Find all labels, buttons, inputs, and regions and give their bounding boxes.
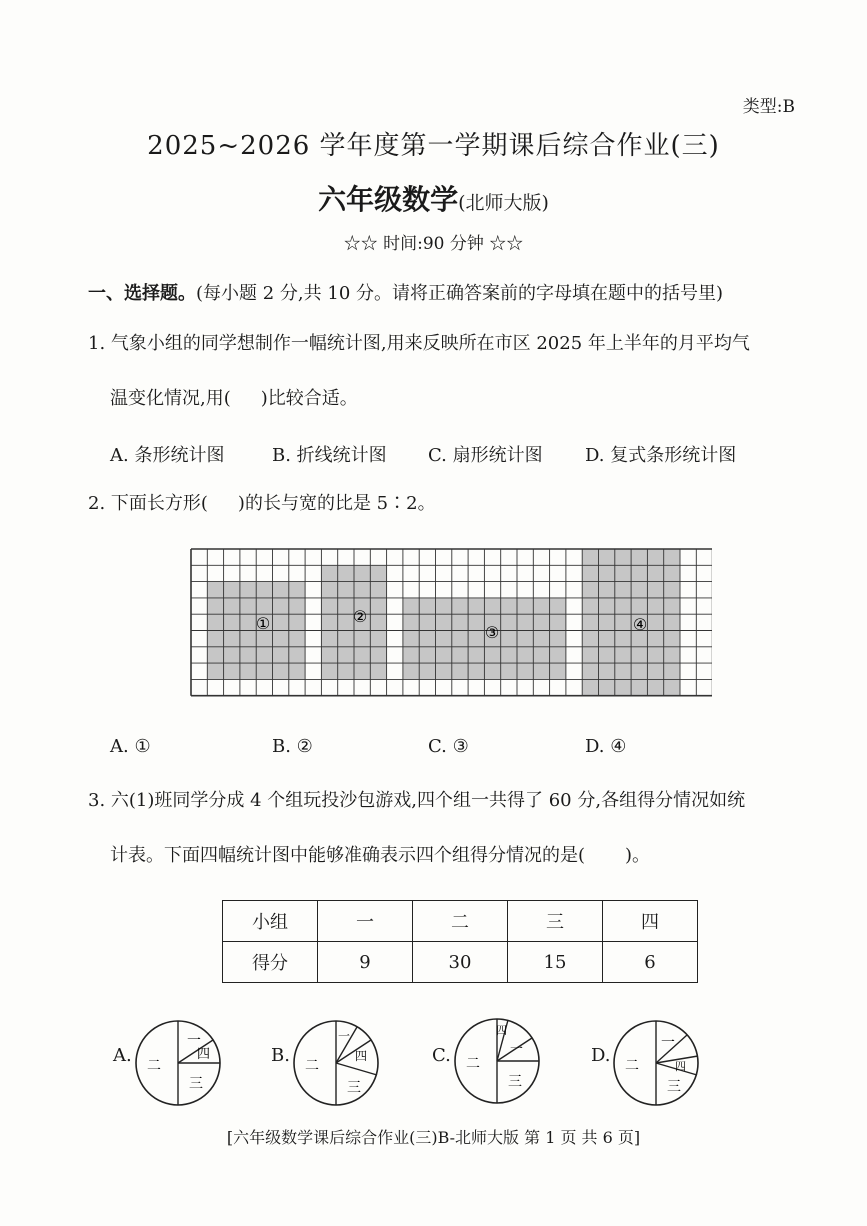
q2-stem-a: 2. 下面长方形( <box>88 493 208 514</box>
score-table <box>222 900 698 983</box>
paper-type-tag: 类型:B <box>742 97 795 117</box>
rectangle-grid-figure <box>190 548 712 700</box>
edition-label: (北师大版) <box>458 192 549 214</box>
table-cell: 得分 <box>223 942 318 983</box>
pie-b-slice-1: 一 <box>338 1029 351 1043</box>
table-cell: 四 <box>603 901 698 942</box>
table-cell: 30 <box>413 942 508 983</box>
q1-option-c[interactable]: C. 扇形统计图 <box>428 445 543 466</box>
q2-stem-b: )的长与宽的比是 5∶2。 <box>237 493 436 514</box>
pie-b-slice-2: 二 <box>305 1058 319 1074</box>
q3-option-b-label[interactable]: B. <box>271 1045 290 1066</box>
table-cell: 二 <box>413 901 508 942</box>
pie-a-slice-1: 一 <box>187 1033 201 1049</box>
pie-c-slice-2: 二 <box>466 1056 480 1072</box>
pie-c-slice-1: 一 <box>510 1042 524 1057</box>
table-row <box>223 942 698 983</box>
time-limit: ☆☆ 时间:90 分钟 ☆☆ <box>343 234 524 254</box>
grid-shaded-rectangles <box>207 549 680 696</box>
q3-line1: 3. 六(1)班同学分成 4 个组玩投沙包游戏,四个组一共得了 60 分,各组得分情况如统 <box>88 790 746 811</box>
pie-c-slice-4: 四 <box>496 1024 507 1037</box>
q3-option-a-label[interactable]: A. <box>113 1045 132 1066</box>
q2-stem <box>88 495 436 513</box>
table-cell: 6 <box>603 942 698 983</box>
table-cell: 三 <box>508 901 603 942</box>
pie-d-slice-1: 一 <box>661 1035 675 1051</box>
pie-b-slice-3: 三 <box>347 1080 361 1096</box>
section-heading <box>88 279 723 305</box>
section-note: (每小题 2 分,共 10 分。请将正确答案前的字母填在题中的括号里) <box>196 283 724 304</box>
rectangle-2-label: ② <box>352 607 368 626</box>
page-title: 2025~2026 学年度第一学期课后综合作业(三) <box>147 131 720 161</box>
q2-option-c[interactable]: C. ③ <box>428 736 469 757</box>
pie-d-slice-3: 三 <box>667 1079 681 1095</box>
q1-option-b[interactable]: B. 折线统计图 <box>272 445 387 466</box>
table-cell: 15 <box>508 942 603 983</box>
q1-option-d[interactable]: D. 复式条形统计图 <box>585 445 737 466</box>
pie-option-c[interactable] <box>452 1016 542 1106</box>
q2-option-d[interactable]: D. ④ <box>585 736 627 757</box>
q1-line1: 1. 气象小组的同学想制作一幅统计图,用来反映所在市区 2025 年上半年的月平均气 <box>88 333 750 354</box>
q1-line2 <box>110 390 358 408</box>
q3-option-c-label[interactable]: C. <box>432 1045 451 1066</box>
q3-stem-b: )。 <box>625 845 651 866</box>
pie-c-slice-3: 三 <box>508 1074 522 1090</box>
table-cell: 9 <box>318 942 413 983</box>
q1-stem-b: )比较合适。 <box>260 388 358 409</box>
subject-title: 六年级数学 <box>318 183 459 216</box>
pie-a-slice-4: 四 <box>197 1047 211 1062</box>
pie-option-d[interactable] <box>611 1018 701 1108</box>
section-title: 一、选择题。 <box>88 283 196 304</box>
table-cell: 一 <box>318 901 413 942</box>
q2-option-b[interactable]: B. ② <box>272 736 313 757</box>
rectangle-4-label: ④ <box>632 615 648 634</box>
pie-d-slice-4: 四 <box>675 1060 686 1073</box>
q3-line2 <box>110 847 650 865</box>
rectangle-3-label: ③ <box>484 623 500 642</box>
pie-b-slice-4: 四 <box>355 1049 368 1063</box>
q3-option-d-label[interactable]: D. <box>591 1045 611 1066</box>
pie-a-slice-2: 二 <box>147 1058 161 1074</box>
pie-a-slice-3: 三 <box>189 1076 203 1092</box>
page-footer: [六年级数学课后综合作业(三)B-北师大版 第 1 页 共 6 页] <box>226 1128 641 1147</box>
q1-option-a[interactable]: A. 条形统计图 <box>110 445 225 466</box>
page-subtitle <box>0 178 867 218</box>
pie-d-slice-2: 二 <box>625 1058 639 1074</box>
rectangle-1-label: ① <box>255 614 271 633</box>
q1-stem-a: 温变化情况,用( <box>110 388 231 409</box>
table-header-row <box>223 901 698 942</box>
q3-stem-a: 计表。下面四幅统计图中能够准确表示四个组得分情况的是( <box>110 845 586 866</box>
pie-option-a[interactable] <box>133 1018 223 1108</box>
q2-option-a[interactable]: A. ① <box>110 736 151 757</box>
pie-option-b[interactable] <box>291 1018 381 1108</box>
table-cell: 小组 <box>223 901 318 942</box>
